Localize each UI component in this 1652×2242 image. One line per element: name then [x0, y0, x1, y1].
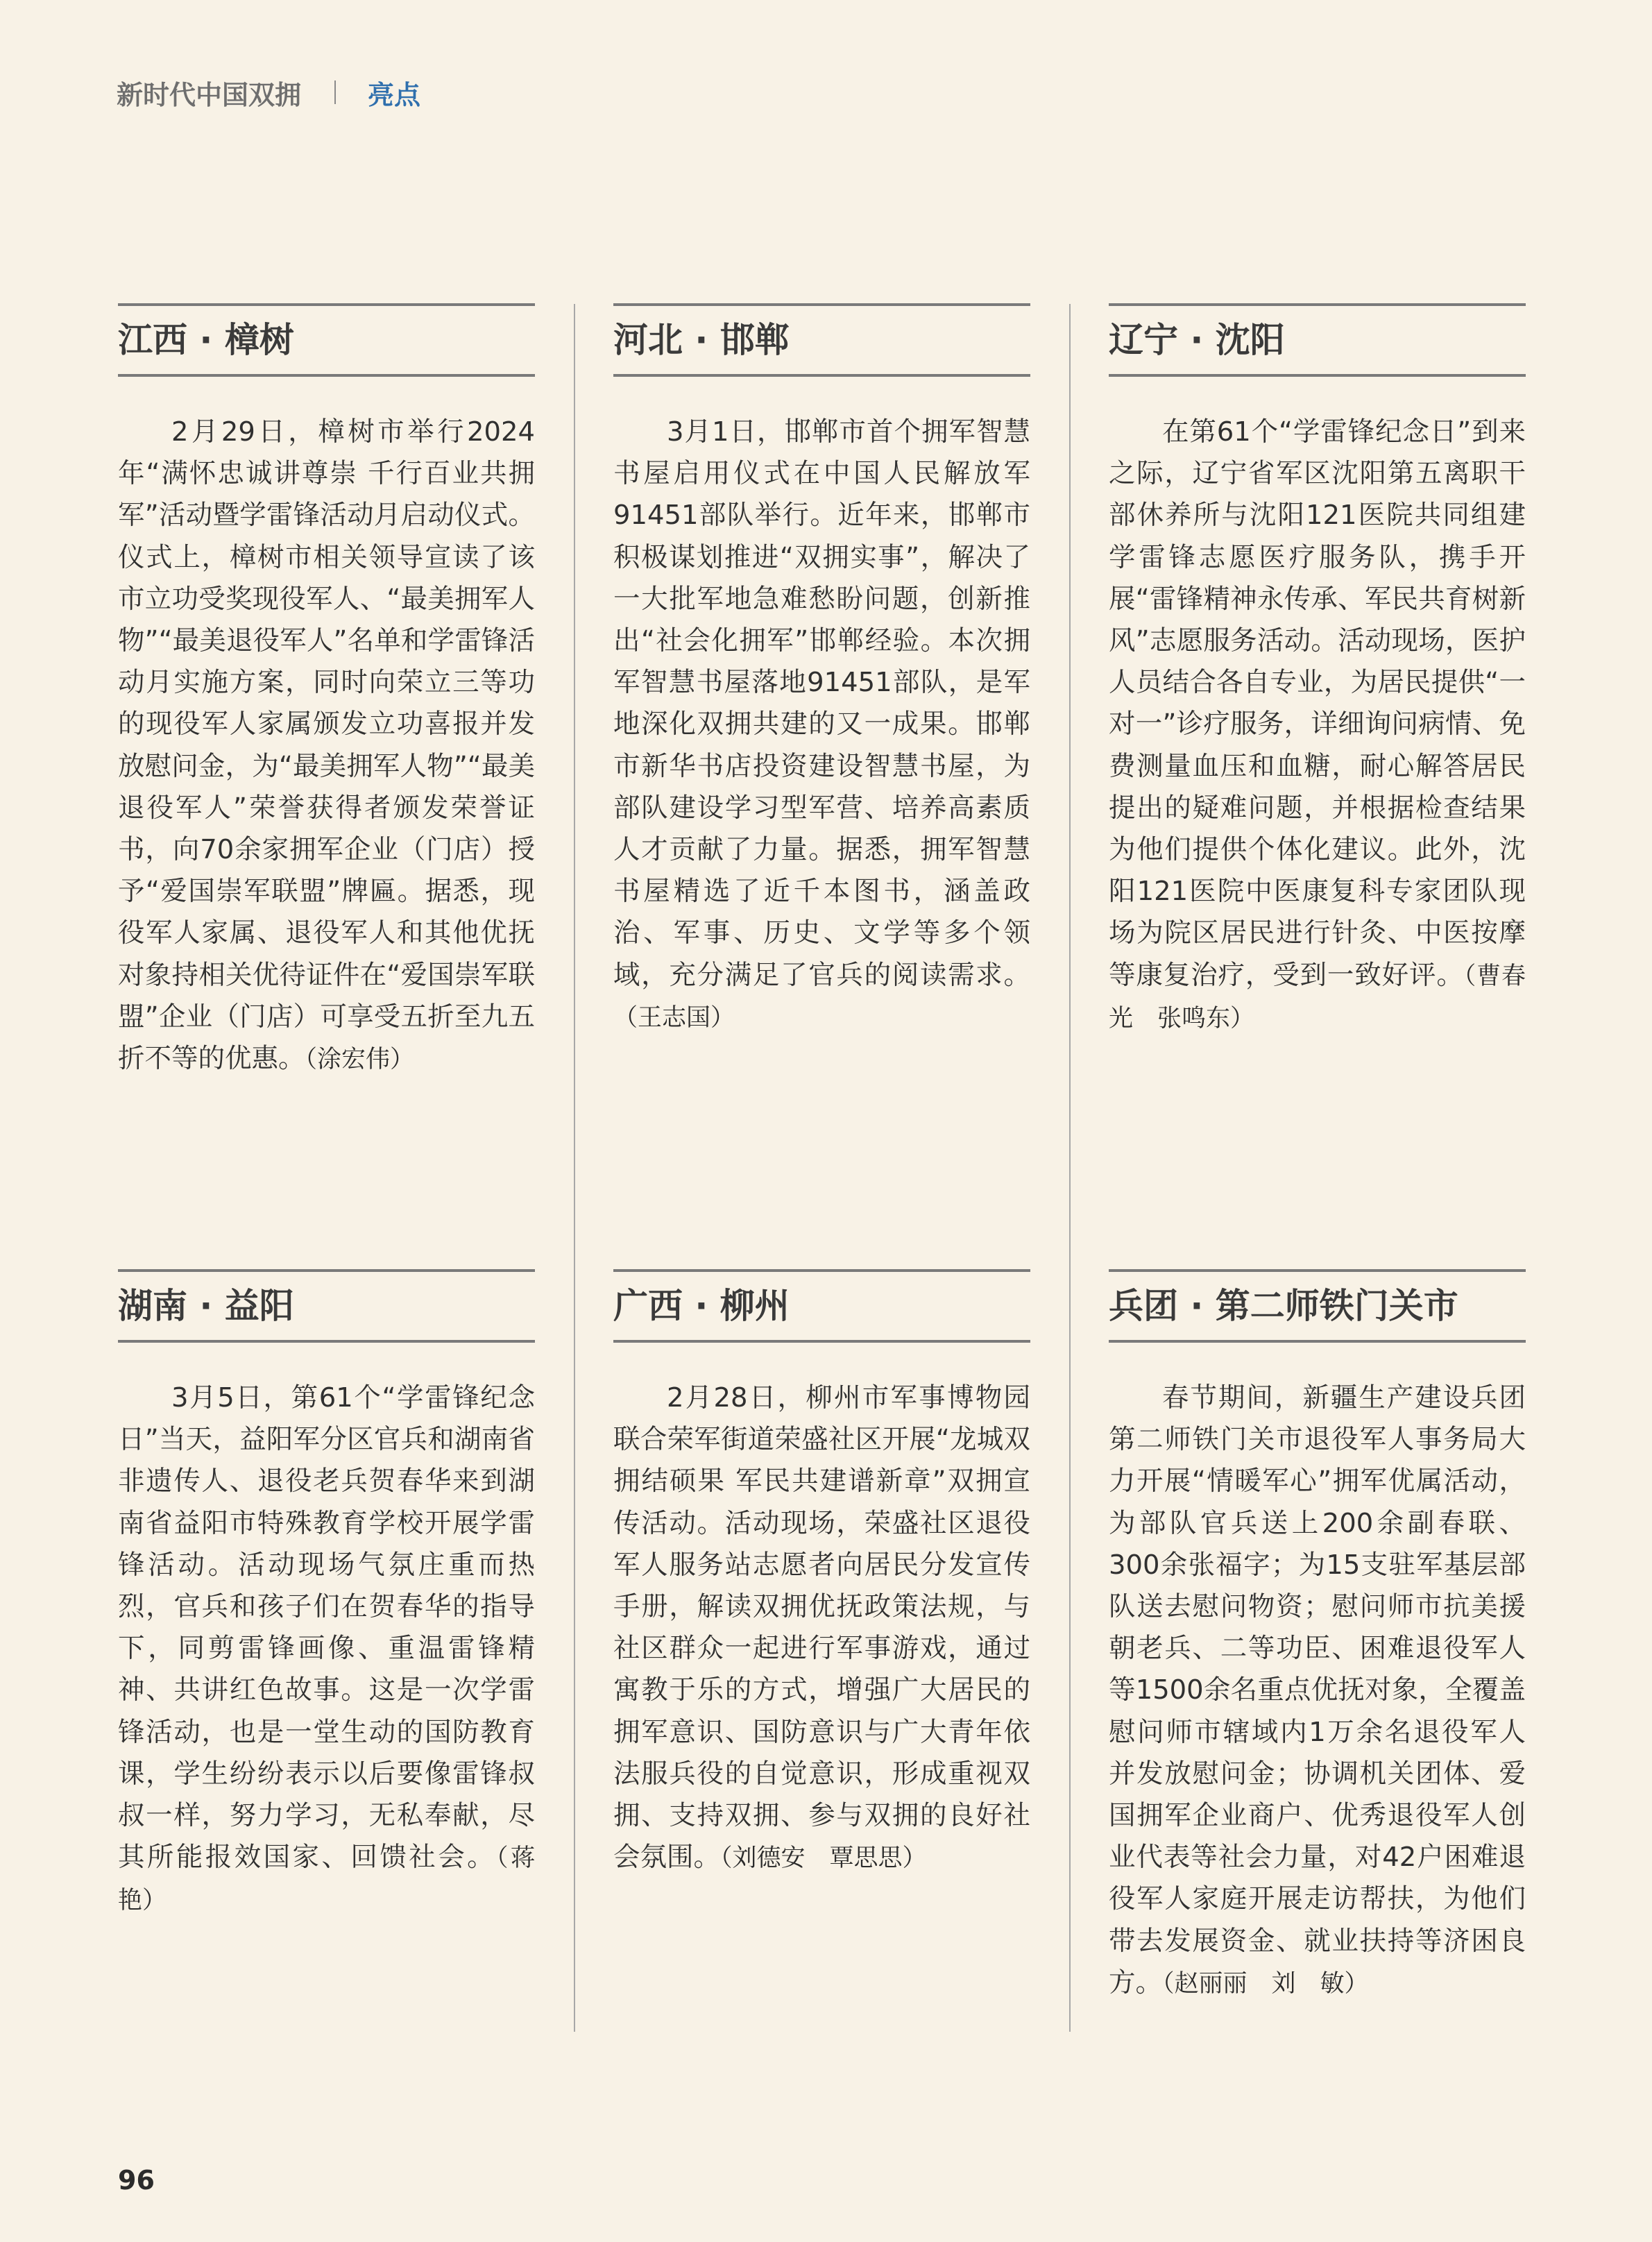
article-author: （曹春光 张鸣东）: [1109, 962, 1526, 1033]
article-liaoning-shenyang: [1109, 303, 1526, 1039]
title-rule-bottom: [613, 374, 1030, 377]
article-text: 在第61个“学雷锋纪念日”到来之际，辽宁省军区沈阳第五离职干部休养所与沈阳121医院共同组建学雷锋志愿医疗服务队，携手开展“雷锋精神永传承、军民共育树新风”志愿服务活动。活动现场，医护人员结合各自专业，为居民提供“一对一”诊疗服务，详细询问病情、免费测量血压和血糖，耐心解答居民提出的疑难问题，并根据检查结果为他们提供个体化建议。此外，沈阳121医院中医康复科专家团队现场为院区居民进行针灸、中医按摩等康复治疗，受到一致好评。: [1109, 416, 1526, 991]
title-rule-bottom: [1109, 1340, 1526, 1343]
article-guangxi-liuzhou: [613, 1269, 1030, 1879]
column-divider-right: [1069, 304, 1071, 2032]
article-author: （赵丽丽 刘 敏）: [1162, 1969, 1369, 1998]
title-rule-bottom: [118, 374, 535, 377]
article-body: [1109, 411, 1526, 1039]
article-author: （蒋 艳）: [118, 1844, 559, 1915]
article-body: [613, 1377, 1030, 1879]
article-author: （涂宏伟）: [305, 1046, 415, 1074]
article-hebei-handan: [613, 303, 1030, 1039]
column-divider-left: [574, 304, 575, 2032]
article-title: 广西 · 柳州: [613, 1286, 790, 1326]
article-author: （王志国）: [613, 1003, 735, 1032]
title-rule-bottom: [1109, 374, 1526, 377]
article-text: 3月1日，邯郸市首个拥军智慧书屋启用仪式在中国人民解放军91451部队举行。近年来，邯郸市积极谋划推进“双拥实事”，解决了一大批军地急难愁盼问题，创新推出“社会化拥军”邯郸经验。本次拥军智慧书屋落地91451部队，是军地深化双拥共建的又一成果。邯郸市新华书店投资建设智慧书屋，为部队建设学习型军营、培养高素质人才贡献了力量。据悉，拥军智慧书屋精选了近千本图书，涵盖政治、军事、历史、文学等多个领域，充分满足了官兵的阅读需求。: [613, 416, 1030, 991]
article-title: 辽宁 · 沈阳: [1109, 320, 1285, 360]
article-title: 江西 · 樟树: [118, 320, 294, 360]
running-header: [117, 75, 420, 110]
title-rule-bottom: [118, 1340, 535, 1343]
article-text: 春节期间，新疆生产建设兵团第二师铁门关市退役军人事务局大力开展“情暖军心”拥军优属活动，为部队官兵送上200余副春联、300余张福字；为15支驻军基层部队送去慰问物资；慰问师市抗美援朝老兵、二等功臣、困难退役军人等1500余名重点优抚对象，全覆盖慰问师市辖域内1万余名退役军人并发放慰问金；协调机关团体、爱国拥军企业商户、优秀退役军人创业代表等社会力量，对42户困难退役军人家庭开展走访帮扶，为他们带去发展资金、就业扶持等济困良方。: [1109, 1382, 1526, 1998]
article-bingtuan-tiemenguan: [1109, 1269, 1526, 2005]
article-title: 兵团 · 第二师铁门关市: [1109, 1286, 1458, 1326]
title-rule-bottom: [613, 1340, 1030, 1343]
section-name: 亮点: [368, 79, 421, 110]
article-jiangxi-zhangshu: [118, 303, 535, 1080]
article-title: 河北 · 邯郸: [613, 320, 790, 360]
article-title: 湖南 · 益阳: [118, 1286, 294, 1326]
article-text: 2月28日，柳州市军事博物园联合荣军街道荣盛社区开展“龙城双拥结硕果 军民共建谱新章”双拥宣传活动。活动现场，荣盛社区退役军人服务站志愿者向居民分发宣传手册，解读双拥优抚政策法规，与社区群众一起进行军事游戏，通过寓教于乐的方式，增强广大居民的拥军意识、国防意识与广大青年依法服兵役的自觉意识，形成重视双拥、支持双拥、参与双拥的良好社会氛围。: [613, 1382, 1030, 1874]
article-body: [118, 411, 535, 1080]
article-body: [118, 1377, 559, 1922]
article-author: （刘德安 覃思思）: [720, 1844, 927, 1873]
page-number: 96: [118, 2165, 155, 2196]
article-body: [613, 411, 1030, 1039]
article-text: 2月29日，樟树市举行2024年“满怀忠诚讲尊崇 千行百业共拥军”活动暨学雷锋活动月启动仪式。仪式上，樟树市相关领导宣读了该市立功受奖现役军人、“最美拥军人物”“最美退役军人”名单和学雷锋活动月实施方案，同时向荣立三等功的现役军人家属颁发立功喜报并发放慰问金，为“最美拥军人物”“最美退役军人”荣誉获得者颁发荣誉证书，向70余家拥军企业（门店）授予“爱国崇军联盟”牌匾。据悉，现役军人家属、退役军人和其他优抚对象持相关优待证件在“爱国崇军联盟”企业（门店）可享受五折至九五折不等的优惠。: [118, 416, 535, 1075]
header-divider: [334, 80, 336, 104]
magazine-name: 新时代中国双拥: [117, 79, 302, 110]
article-hunan-yiyang: [118, 1269, 559, 1922]
article-body: [1109, 1377, 1526, 2005]
article-text: 3月5日，第61个“学雷锋纪念日”当天，益阳军分区官兵和湖南省非遗传人、退役老兵贺春华来到湖南省益阳市特殊教育学校开展学雷锋活动。活动现场气氛庄重而热烈，官兵和孩子们在贺春华的指导下，同剪雷锋画像、重温雷锋精神、共讲红色故事。这是一次学雷锋活动，也是一堂生动的国防教育课，学生纷纷表示以后要像雷锋叔叔一样，努力学习，无私奉献，尽其所能报效国家、回馈社会。: [118, 1382, 535, 1874]
